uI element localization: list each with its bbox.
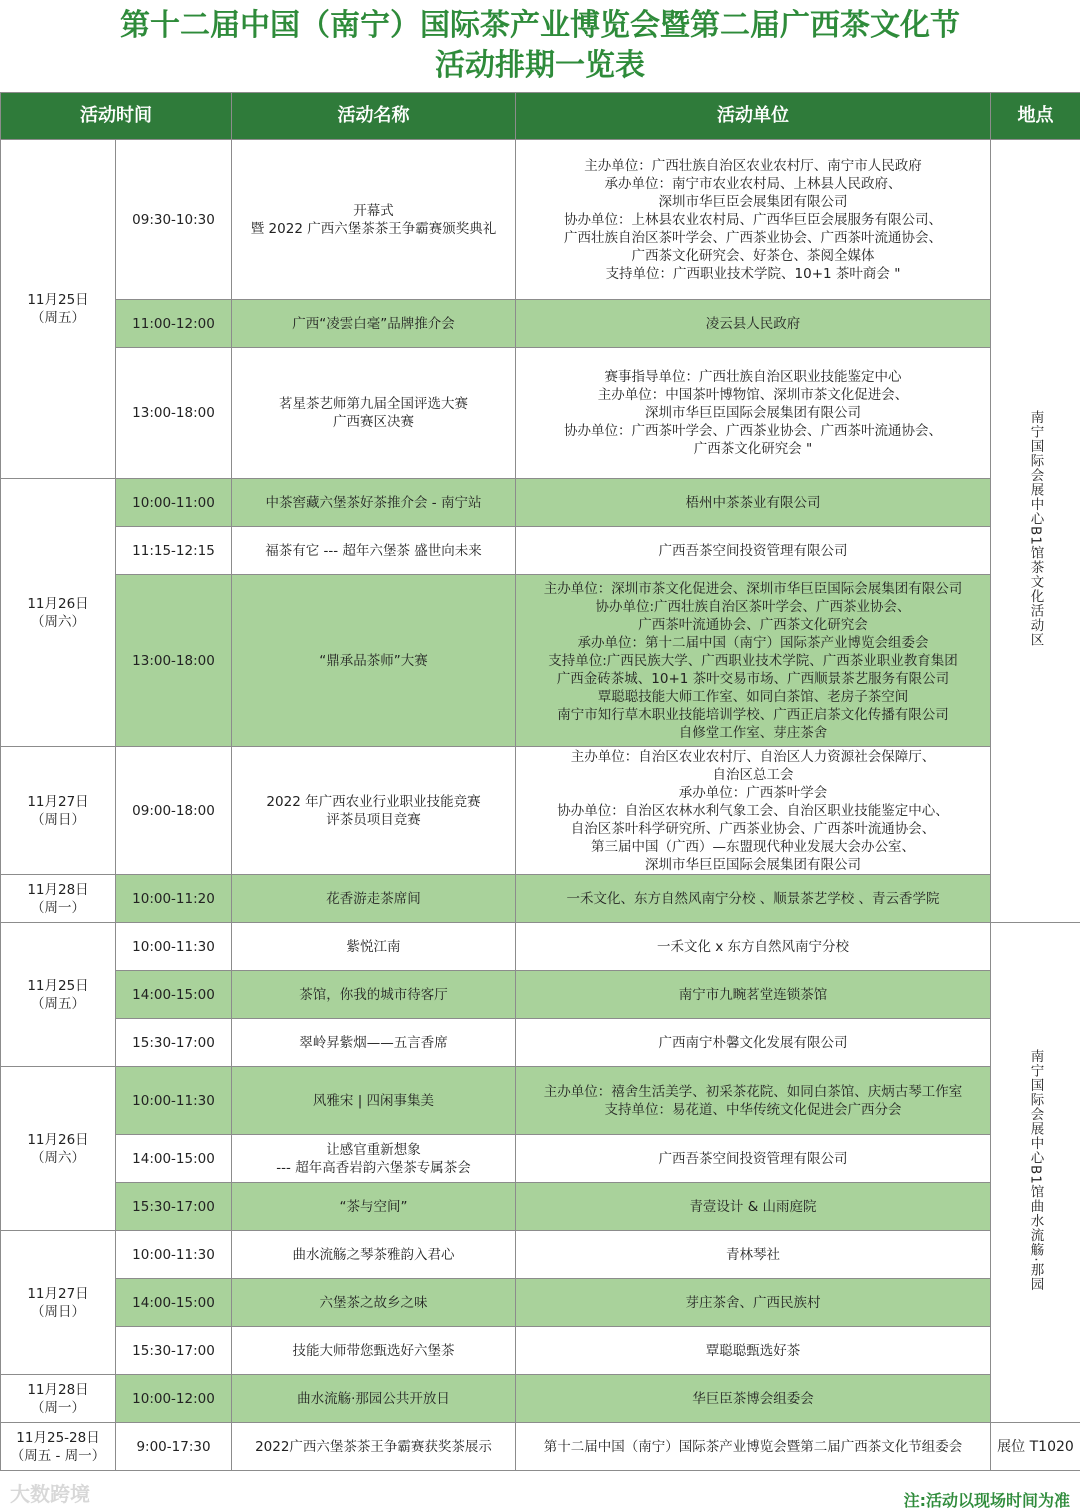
venue-cell [991, 140, 1080, 923]
table-row [1, 348, 1080, 479]
header-time: 活动时间 [1, 93, 232, 140]
day-cell [1, 875, 116, 923]
organizer-line: 自治区茶叶科学研究所、广西茶业协会、广西茶叶流通协会、 [570, 820, 936, 837]
table-row [1, 1279, 1080, 1327]
time-cell: 09:00-18:00 [116, 747, 232, 875]
organizer-cell [516, 875, 991, 923]
organizer-line: 一禾文化 x 东方自然风南宁分校 [656, 938, 850, 955]
organizer-cell [516, 1019, 991, 1067]
organizer-cell [516, 348, 991, 479]
event-name-line: 技能大师带您甄选好六堡茶 [292, 1342, 455, 1359]
organizer-line: 协办单位：上林县农业农村局、广西华巨臣会展服务有限公司、 [564, 211, 942, 228]
organizer-cell [516, 1067, 991, 1135]
table-row [1, 1067, 1080, 1135]
organizer-line: 一禾文化、东方自然风南宁分校 、顺景茶艺学校 、青云香学院 [566, 890, 940, 907]
event-name-line: 翠岭昇紫烟——五言香席 [299, 1034, 448, 1051]
organizer-line: 支持单位：广西职业技术学院、10+1 茶叶商会 " [605, 265, 901, 282]
time-cell: 11:00-12:00 [116, 300, 232, 348]
day-line: 11月28日 [27, 1381, 89, 1398]
organizer-line: 芽庄茶舍、广西民族村 [685, 1294, 821, 1311]
day-line: （周日） [31, 1303, 85, 1320]
table-row [1, 747, 1080, 875]
organizer-line: 协办单位：广西茶叶学会、广西茶业协会、广西茶叶流通协会、 [564, 423, 942, 439]
organizer-line: 支持单位：易花道、中华传统文化促进会广西分会 [604, 1101, 902, 1118]
organizer-line: 广西壮族自治区茶叶学会、广西茶业协会、广西茶叶流通协会、 [564, 229, 942, 246]
event-name-line: 茗星茶艺师第九届全国评选大赛 [279, 396, 468, 412]
organizer-cell [516, 1375, 991, 1423]
event-name-line: 花香游走茶席间 [326, 890, 421, 907]
time-cell: 10:00-11:20 [116, 875, 232, 923]
title-line-1: 第十二届中国（南宁）国际茶产业博览会暨第二届广西茶文化节 [120, 8, 960, 43]
time-cell: 10:00-12:00 [116, 1375, 232, 1423]
time-cell: 11:15-12:15 [116, 527, 232, 575]
organizer-line: 主办单位：禧舍生活美学、初采茶花院、如同白茶馆、庆炳古琴工作室 [543, 1083, 963, 1100]
organizer-cell [516, 1327, 991, 1375]
event-name-cell [232, 348, 516, 479]
organizer-line: 凌云县人民政府 [705, 315, 801, 332]
event-name-cell [232, 1135, 516, 1183]
organizer-cell [516, 923, 991, 971]
event-name-line: 开幕式 [353, 202, 394, 219]
day-cell [1, 1231, 116, 1375]
organizer-line: 自修堂工作室、芽庄茶舍 [678, 724, 828, 741]
table-row [1, 971, 1080, 1019]
day-line: （周五） [31, 995, 85, 1012]
time-cell: 10:00-11:00 [116, 479, 232, 527]
event-name-cell [232, 1019, 516, 1067]
time-cell: 15:30-17:00 [116, 1183, 232, 1231]
organizer-line: 赛事指导单位：广西壮族自治区职业技能鉴定中心 [604, 369, 902, 385]
organizer-line: 华巨臣茶博会组委会 [692, 1390, 814, 1407]
time-cell: 13:00-18:00 [116, 575, 232, 747]
day-line: （周五） [31, 310, 85, 326]
organizer-line: 梧州中茶茶业有限公司 [685, 494, 821, 511]
event-name-line: “茶与空间” [339, 1198, 408, 1215]
organizer-line: 覃聪聪技能大师工作室、如同白茶馆、老房子茶空间 [597, 688, 909, 705]
organizer-cell [516, 747, 991, 875]
event-name-cell [232, 1231, 516, 1279]
table-row [1, 1231, 1080, 1279]
event-name-cell [232, 1279, 516, 1327]
organizer-line: 广西茶叶流通协会、广西茶文化研究会 [638, 616, 868, 633]
table-row [1, 300, 1080, 348]
organizer-cell [516, 1279, 991, 1327]
event-name-cell [232, 875, 516, 923]
day-line: 11月25日 [27, 292, 89, 308]
event-name-line: 紫悦江南 [346, 938, 401, 955]
event-name-cell [232, 923, 516, 971]
day-cell [1, 1067, 116, 1231]
event-name-cell [232, 1327, 516, 1375]
time-cell: 10:00-11:30 [116, 1231, 232, 1279]
day-line: （周六） [31, 1149, 85, 1166]
event-name-line: 2022广西六堡茶茶王争霸赛获奖茶展示 [255, 1438, 492, 1455]
organizer-cell [516, 575, 991, 747]
organizer-line: 南宁市九畹茗堂连锁茶馆 [678, 986, 828, 1003]
organizer-cell [516, 300, 991, 348]
organizer-cell [516, 1423, 991, 1471]
table-row [1, 923, 1080, 971]
page-title [0, 0, 1080, 92]
day-line: 11月28日 [27, 881, 89, 898]
organizer-line: 青壹设计 & 山雨庭院 [689, 1198, 817, 1215]
footer-note: 注:活动以现场时间为准 [903, 1491, 1070, 1510]
day-line: （周一） [31, 899, 85, 916]
day-line: 11月25日 [27, 977, 89, 994]
table-row [1, 1183, 1080, 1231]
organizer-line: 支持单位:广西民族大学、广西职业技术学院、广西茶业职业教育集团 [548, 652, 958, 669]
organizer-cell [516, 1231, 991, 1279]
organizer-line: 南宁市知行草木职业技能培训学校、广西正启茶文化传播有限公司 [557, 706, 949, 723]
event-name-cell [232, 1375, 516, 1423]
day-line: 11月26日 [27, 1131, 89, 1148]
organizer-cell [516, 479, 991, 527]
table-row [1, 140, 1080, 300]
table-row [1, 1135, 1080, 1183]
day-line: （周五 - 周一） [10, 1447, 106, 1464]
event-name-line: 风雅宋 | 四闲事集美 [312, 1092, 435, 1109]
event-name-line: --- 超年高香岩韵六堡茶专属茶会 [276, 1159, 471, 1176]
event-name-cell [232, 575, 516, 747]
organizer-line: 深圳市华巨臣会展集团有限公司 [658, 193, 848, 210]
organizer-line: 广西茶文化研究会 " [693, 441, 813, 457]
time-cell: 14:00-15:00 [116, 1135, 232, 1183]
event-name-line: 暨 2022 广西六堡茶茶王争霸赛颁奖典礼 [250, 220, 497, 237]
event-name-line: 曲水流觞·那园公共开放日 [297, 1390, 450, 1407]
organizer-line: 第十二届中国（南宁）国际茶产业博览会暨第二届广西茶文化节组委会 [543, 1438, 963, 1455]
organizer-line: 主办单位：深圳市茶文化促进会、深圳市华巨臣国际会展集团有限公司 [543, 580, 963, 597]
event-name-cell [232, 1423, 516, 1471]
day-line: 11月27日 [27, 1285, 89, 1302]
event-name-cell [232, 140, 516, 300]
venue-cell: 展位 T1020 [991, 1423, 1080, 1471]
time-cell: 10:00-11:30 [116, 923, 232, 971]
event-name-line: 曲水流觞之琴茶雅韵入君心 [292, 1246, 455, 1263]
day-line: （周六） [31, 613, 85, 630]
table-row [1, 479, 1080, 527]
organizer-line: 覃聪聪甄选好茶 [705, 1342, 801, 1359]
organizer-line: 承办单位：第十二届中国（南宁）国际茶产业博览会组委会 [577, 634, 929, 651]
organizer-line: 青林琴社 [726, 1246, 780, 1263]
organizer-line: 第三届中国（广西）—东盟现代种业发展大会办公室、 [591, 838, 915, 855]
day-cell [1, 1375, 116, 1423]
day-cell [1, 479, 116, 747]
table-row [1, 1423, 1080, 1471]
time-cell: 10:00-11:30 [116, 1067, 232, 1135]
day-cell [1, 747, 116, 875]
event-name-line: 让感官重新想象 [326, 1141, 421, 1158]
event-name-cell [232, 1067, 516, 1135]
organizer-line: 广西吾茶空间投资管理有限公司 [658, 1150, 848, 1167]
organizer-line: 承办单位：广西茶叶学会 [678, 784, 828, 801]
event-name-cell [232, 1183, 516, 1231]
header-place: 地点 [991, 93, 1080, 140]
organizer-cell [516, 527, 991, 575]
table-row [1, 575, 1080, 747]
organizer-line: 主办单位：广西壮族自治区农业农村厅、南宁市人民政府 [584, 157, 922, 174]
event-name-line: 2022 年广西农业行业职业技能竞赛 [266, 793, 481, 810]
organizer-line: 协办单位:广西壮族自治区茶叶学会、广西茶业协会、 [595, 598, 911, 615]
organizer-line: 广西茶文化研究会、好茶仓、茶阅全媒体 [631, 247, 875, 264]
organizer-line: 承办单位：南宁市农业农村局、上林县人民政府、 [604, 175, 902, 192]
time-cell: 9:00-17:30 [116, 1423, 232, 1471]
event-name-line: 茶馆，你我的城市待客厅 [299, 986, 448, 1003]
event-name-line: 广西赛区决赛 [333, 414, 414, 430]
table-row [1, 1019, 1080, 1067]
header-name: 活动名称 [232, 93, 516, 140]
venue-text: 南宁国际会展中心B1馆曲水流觞·那园 [1027, 1048, 1044, 1292]
organizer-line: 主办单位：自治区农业农村厅、自治区人力资源社会保障厅、 [570, 748, 936, 765]
organizer-cell [516, 971, 991, 1019]
organizer-cell [516, 1135, 991, 1183]
time-cell: 15:30-17:00 [116, 1327, 232, 1375]
organizer-line: 广西吾茶空间投资管理有限公司 [658, 542, 848, 559]
event-name-cell [232, 479, 516, 527]
day-line: （周一） [31, 1399, 85, 1416]
venue-cell [991, 923, 1080, 1423]
event-name-line: 广西“凌雲白毫”品牌推介会 [292, 315, 455, 332]
day-cell [1, 923, 116, 1067]
organizer-cell [516, 1183, 991, 1231]
time-cell: 14:00-15:00 [116, 971, 232, 1019]
event-name-cell [232, 300, 516, 348]
organizer-line: 主办单位：中国茶叶博物馆、深圳市茶文化促进会、 [597, 387, 909, 403]
day-line: 11月26日 [27, 595, 89, 612]
event-name-cell [232, 747, 516, 875]
organizer-line: 广西南宁朴馨文化发展有限公司 [658, 1034, 848, 1051]
table-row [1, 1327, 1080, 1375]
event-name-line: 评茶员项目竞赛 [326, 811, 421, 828]
schedule-table [0, 92, 1080, 1471]
event-name-line: 六堡茶之故乡之味 [319, 1294, 428, 1311]
organizer-cell [516, 140, 991, 300]
event-name-cell [232, 527, 516, 575]
venue-text: 南宁国际会展中心B1馆茶文化活动区 [1027, 409, 1044, 648]
event-name-line: 中茶窖藏六堡茶好茶推介会 - 南宁站 [265, 494, 482, 511]
time-cell: 09:30-10:30 [116, 140, 232, 300]
organizer-line: 深圳市华巨臣国际会展集团有限公司 [645, 405, 861, 421]
event-name-cell [232, 971, 516, 1019]
organizer-line: 广西金砖茶城、10+1 茶叶交易市场、广西顺景茶艺服务有限公司 [556, 670, 950, 687]
table-row [1, 527, 1080, 575]
day-line: 11月25-28日 [16, 1429, 100, 1446]
table-row [1, 875, 1080, 923]
event-name-line: 福茶有它 --- 超年六堡茶 盛世向未来 [265, 542, 482, 559]
table-row [1, 1375, 1080, 1423]
time-cell: 15:30-17:00 [116, 1019, 232, 1067]
time-cell: 14:00-15:00 [116, 1279, 232, 1327]
organizer-line: 深圳市华巨臣国际会展集团有限公司 [645, 856, 861, 873]
day-line: 11月27日 [27, 793, 89, 810]
organizer-line: 自治区总工会 [712, 766, 794, 783]
day-cell [1, 140, 116, 479]
event-name-line: “鼎承品茶师”大赛 [319, 652, 428, 669]
header-org: 活动单位 [516, 93, 991, 140]
day-cell [1, 1423, 116, 1471]
title-line-2: 活动排期一览表 [435, 48, 645, 83]
time-cell: 13:00-18:00 [116, 348, 232, 479]
watermark: 大数跨境 [10, 1482, 90, 1506]
day-line: （周日） [31, 811, 85, 828]
organizer-line: 协办单位：自治区农林水利气象工会、自治区职业技能鉴定中心、 [557, 802, 949, 819]
